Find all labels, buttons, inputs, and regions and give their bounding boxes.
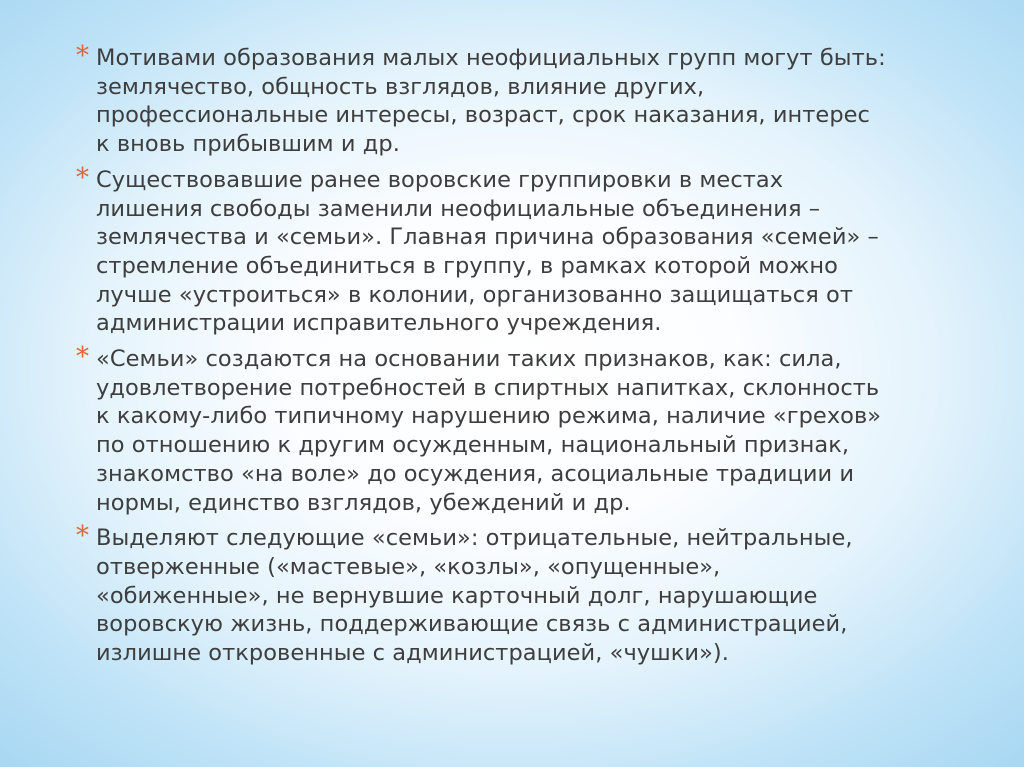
bullet-text-line: землячества и «семьи». Главная причина образования «семей» –	[96, 224, 879, 251]
bullet-text-line: администрации исправительного учреждения.	[96, 310, 662, 337]
bullet-text-line: землячество, общность взглядов, влияние других,	[96, 73, 705, 100]
bullet-item	[70, 521, 970, 668]
bullet-text-line: лишения свободы заменили неофициальные объединения –	[96, 195, 821, 222]
bullet-text-line: к вновь прибывшим и др.	[96, 131, 400, 158]
bullet-item	[70, 342, 970, 517]
bullet-text-line: знакомство «на воле» до осуждения, асоциальные традиции и	[96, 460, 855, 487]
bullet-item	[70, 41, 970, 159]
asterisk-bullet-icon: *	[76, 342, 89, 373]
asterisk-bullet-icon: *	[76, 162, 89, 193]
bullet-item	[70, 162, 970, 338]
bullet-text-line: к какому-либо типичному нарушению режима, наличие «грехов»	[96, 403, 882, 430]
bullet-text-line: Мотивами образования малых неофициальных групп могут быть:	[96, 45, 886, 71]
bullet-text-line: Выделяют следующие «семьи»: отрицательные, нейтральные,	[96, 525, 853, 552]
bullet-text-line: отверженные («мастевые», «козлы», «опущенные»,	[96, 553, 721, 580]
bullet-text-line: воровскую жизнь, поддерживающие связь с администрацией,	[96, 611, 848, 638]
bullet-text-line: профессиональные интересы, возраст, срок наказания, интерес	[96, 102, 870, 129]
bullet-text-line: стремление объединиться в группу, в рамках которой можно	[96, 252, 838, 279]
bullet-text-line: лучше «устроиться» в колонии, организованно защищаться от	[96, 281, 853, 308]
bullet-list	[70, 41, 970, 675]
bullet-text-line: излишне откровенные с администрацией, «чушки»).	[96, 640, 729, 667]
bullet-text-line: Существовавшие ранее воровские группировки в местах	[96, 166, 784, 193]
bullet-text-line: «Семьи» создаются на основании таких признаков, как: сила,	[96, 346, 842, 373]
asterisk-bullet-icon: *	[76, 41, 89, 71]
asterisk-bullet-icon: *	[76, 521, 89, 552]
bullet-text-line: удовлетворение потребностей в спиртных напитках, склонность	[96, 374, 880, 401]
bullet-text-line: по отношению к другим осужденным, национальный признак,	[96, 432, 850, 459]
bullet-text-line: нормы, единство взглядов, убеждений и др.	[96, 489, 631, 516]
bullet-text-line: «обиженные», не вернувшие карточный долг, нарушающие	[96, 582, 818, 609]
